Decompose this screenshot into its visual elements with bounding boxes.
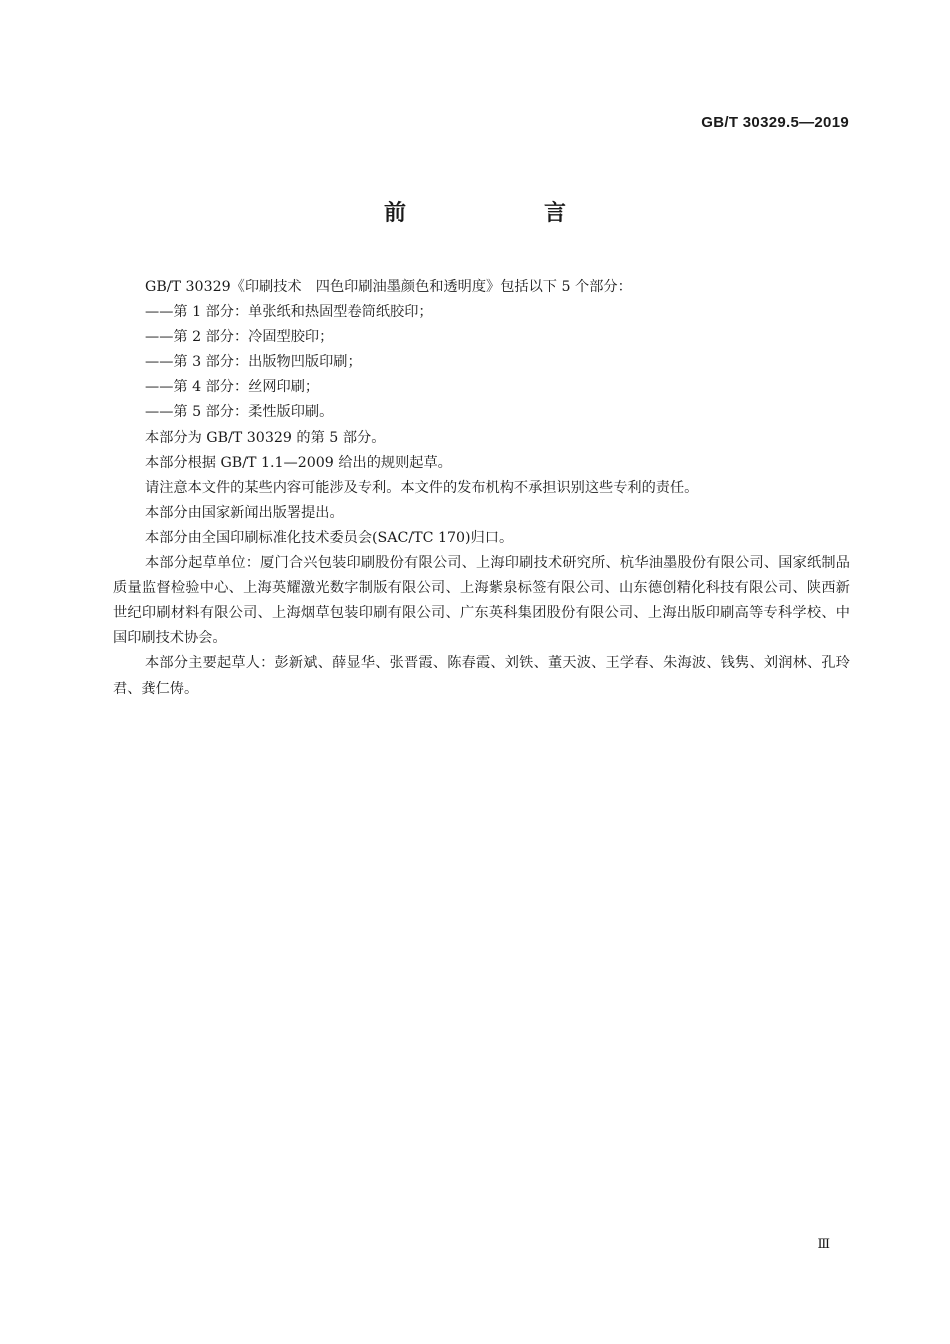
paragraph-drafting-units: 本部分起草单位：厦门合兴包装印刷股份有限公司、上海印刷技术研究所、杭华油墨股份有限公司、国家纸制品质量监督检验中心、上海英耀激光数字制版有限公司、上海紫泉标签有限公司、山东德创精化科技有限公司、陕西新世纪印刷材料有限公司、上海烟草包装印刷有限公司、广东英科集团股份有限公司、上海出版印刷高等专科学校、中国印刷技术协会。 [113, 555, 850, 647]
list-item-part-2: ——第 2 部分：冷固型胶印； [145, 329, 334, 346]
paragraph-drafters: 本部分主要起草人：彭新斌、薛显华、张晋霞、陈春霞、刘铁、董天波、王学春、朱海波、钱隽、刘润林、孔玲君、龚仁俦。 [113, 655, 850, 697]
page-number: Ⅲ [817, 1237, 830, 1252]
paragraph-part-statement: 本部分为 GB/T 30329 的第 5 部分。 [145, 429, 386, 446]
list-item-part-3: ——第 3 部分：出版物凹版印刷； [145, 354, 362, 371]
paragraph-drafting-rules: 本部分根据 GB/T 1.1—2009 给出的规则起草。 [145, 454, 452, 471]
list-item-part-1: ——第 1 部分：单张纸和热固型卷筒纸胶印； [145, 304, 433, 321]
paragraph-patent-notice: 请注意本文件的某些内容可能涉及专利。本文件的发布机构不承担识别这些专利的责任。 [145, 479, 699, 496]
paragraph-proposer: 本部分由国家新闻出版署提出。 [145, 504, 344, 521]
list-item-part-5: ——第 5 部分：柔性版印刷。 [145, 404, 334, 421]
standard-code: GB/T 30329.5—2019 [701, 114, 849, 131]
paragraph-intro: GB/T 30329《印刷技术 四色印刷油墨颜色和透明度》包括以下 5 个部分： [145, 279, 632, 295]
paragraph-committee: 本部分由全国印刷标准化技术委员会(SAC/TC 170)归口。 [145, 529, 514, 546]
list-item-part-4: ——第 4 部分：丝网印刷； [145, 379, 320, 396]
foreword-body [113, 275, 850, 702]
page-title: 前 言 [383, 201, 624, 226]
